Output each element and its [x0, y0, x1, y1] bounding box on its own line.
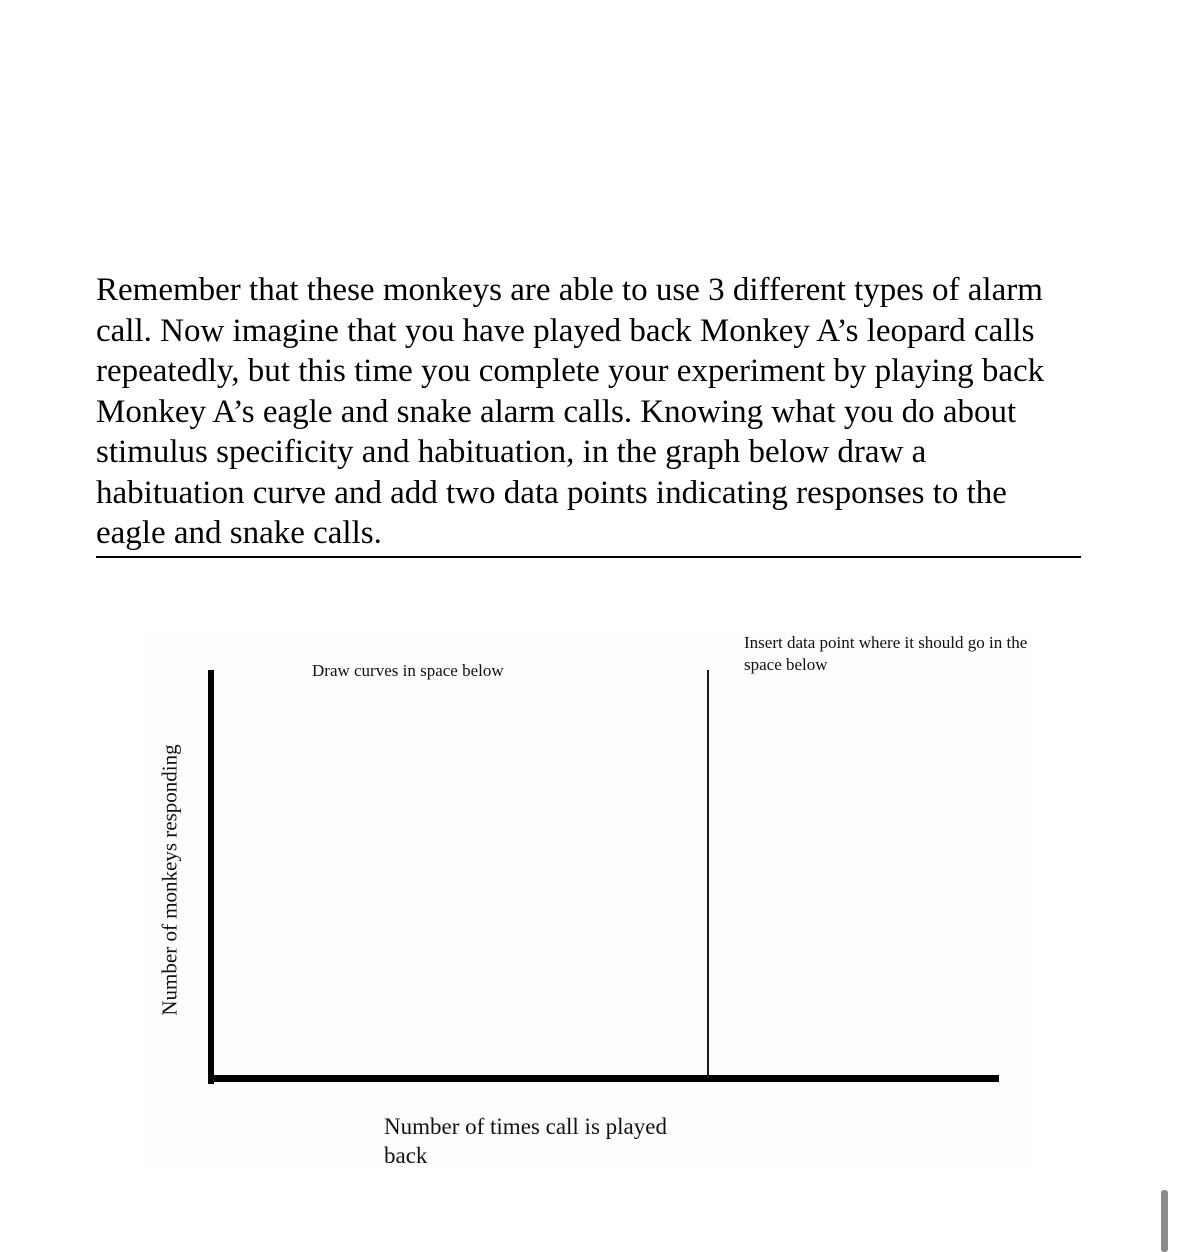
insert-data-point-label: Insert data point where it should go in the space below	[744, 633, 1028, 674]
graph-panel	[142, 632, 1028, 1168]
section-divider-line	[707, 670, 709, 1078]
y-axis-line	[208, 670, 214, 1084]
x-axis-line	[208, 1075, 999, 1082]
question-text: Remember that these monkeys are able to use 3 different types of alarm call. Now imagine that you have played back Monkey A’s leopard calls repeatedly, but this time you complete your experiment by playing back Monkey A’s eagle and snake alarm calls. Knowing what you do about stimulus specificity and habituation, in the graph below draw a habituation curve and add two data points indicating responses to the eagle and snake calls.	[96, 270, 1081, 558]
y-axis-label: Number of monkeys responding	[157, 744, 182, 1016]
vertical-scrollbar[interactable]	[1161, 1190, 1168, 1252]
x-axis-label: Number of times call is played back	[384, 1114, 667, 1168]
draw-curves-label: Draw curves in space below	[312, 661, 504, 680]
